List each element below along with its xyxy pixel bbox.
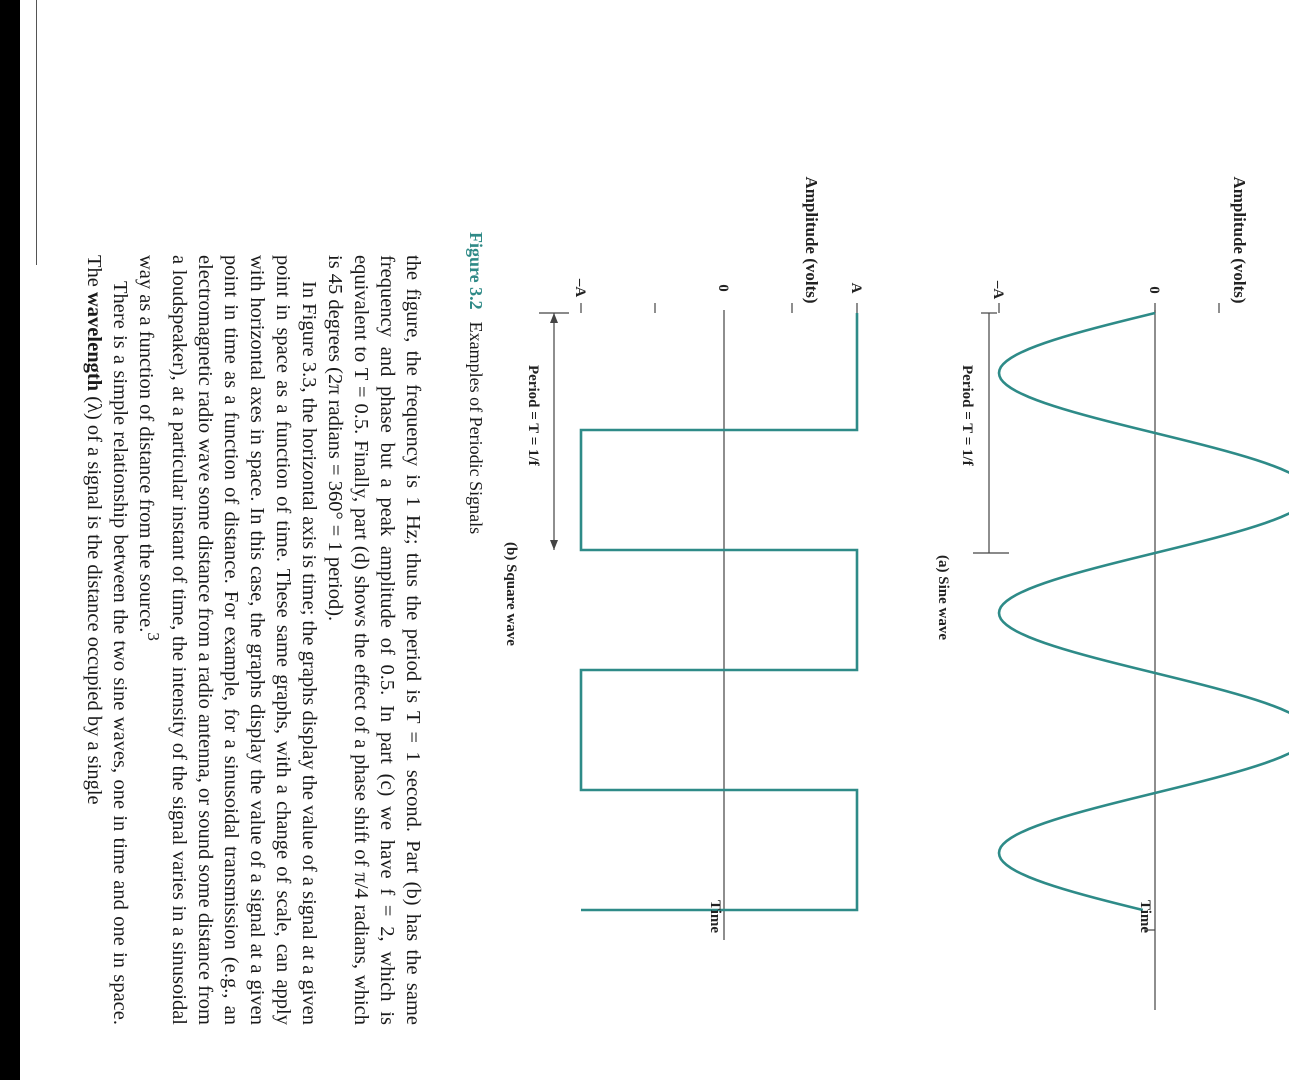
panel-b-tick-zero: 0 — [715, 284, 731, 292]
paragraph-3 — [81, 255, 133, 1025]
figure-caption — [465, 232, 486, 534]
footnote-rule — [36, 0, 37, 265]
panel-a-tick-zero: 0 — [1146, 286, 1162, 294]
figure-number: Figure 3.2 — [466, 232, 486, 310]
footnote-marker: 3 — [144, 632, 163, 641]
paragraph-1: the figure, the frequency is 1 Hz; thus the period is T = 1 second. Part (b) has the same frequency and phase but a peak amplitude of 0.5. In part (c) we have f = 2, which is equivalent to T = 0.5. Finally, part (d) shows the effect of a phase shift of π/4 radians, which is 45 degrees (2π radians = 360° = 1 period). — [324, 255, 424, 1025]
panel-a-ylabel: Amplitude (volts) — [1230, 176, 1249, 304]
figure-title: Examples of Periodic Signals — [466, 321, 486, 535]
panel-b-ylabel: Amplitude (volts) — [802, 176, 821, 304]
screen-border — [0, 0, 20, 1080]
body-text — [81, 255, 426, 1025]
panel-b-caption: (b) Square wave — [503, 542, 519, 646]
panel-b-tick-neg: –A — [572, 278, 588, 298]
panel-a-sine-curve — [999, 313, 1289, 910]
rotated-page-content — [20, 0, 1289, 1080]
panel-a-tick-neg: –A — [990, 280, 1006, 300]
panel-b-square — [503, 176, 899, 940]
panel-a-caption: (a) Sine wave — [935, 555, 951, 640]
panel-b-arrowhead-start — [550, 313, 558, 323]
panel-b-period-label: Period = T = 1/f — [525, 365, 541, 466]
panel-b-arrowhead-end — [550, 540, 558, 550]
panel-b-xlabel: Time — [707, 900, 723, 934]
panel-a-sine — [935, 176, 1289, 1010]
figure-svg — [489, 0, 1289, 1080]
panel-a-xlabel: Time — [1137, 900, 1153, 934]
paragraph-3-end: (λ) of a signal is the distance occupied by a single — [83, 396, 106, 805]
paragraph-2-text: In Figure 3.3, the horizontal axis is time; the graphs display the value of a signal at a given point in space as a function of time. These same graphs, with a change of scale, can apply with horizontal axes in space. In this case, the graphs display the value of a signal at a given point in time as a function of distance. For example, for a sinusoidal transmission (e.g., an electromagnetic radio wave some distance from a radio antenna, or sound some distance from a loudspeaker), at a particular instant of time, the intensity of the signal varies in a sinusoidal way as a function of distance from the source. — [135, 255, 320, 1025]
paragraph-2 — [133, 255, 322, 1025]
panel-b-tick-pos: A — [848, 282, 864, 294]
paragraph-3-start: There is a simple relationship between the two sine waves, one in time and one in space. The — [83, 255, 132, 1025]
book-page — [20, 0, 1289, 1080]
term-wavelength: wavelength — [83, 292, 106, 392]
panel-a-period-label: Period = T = 1/f — [959, 365, 975, 466]
panel-b-square-curve — [581, 313, 857, 910]
